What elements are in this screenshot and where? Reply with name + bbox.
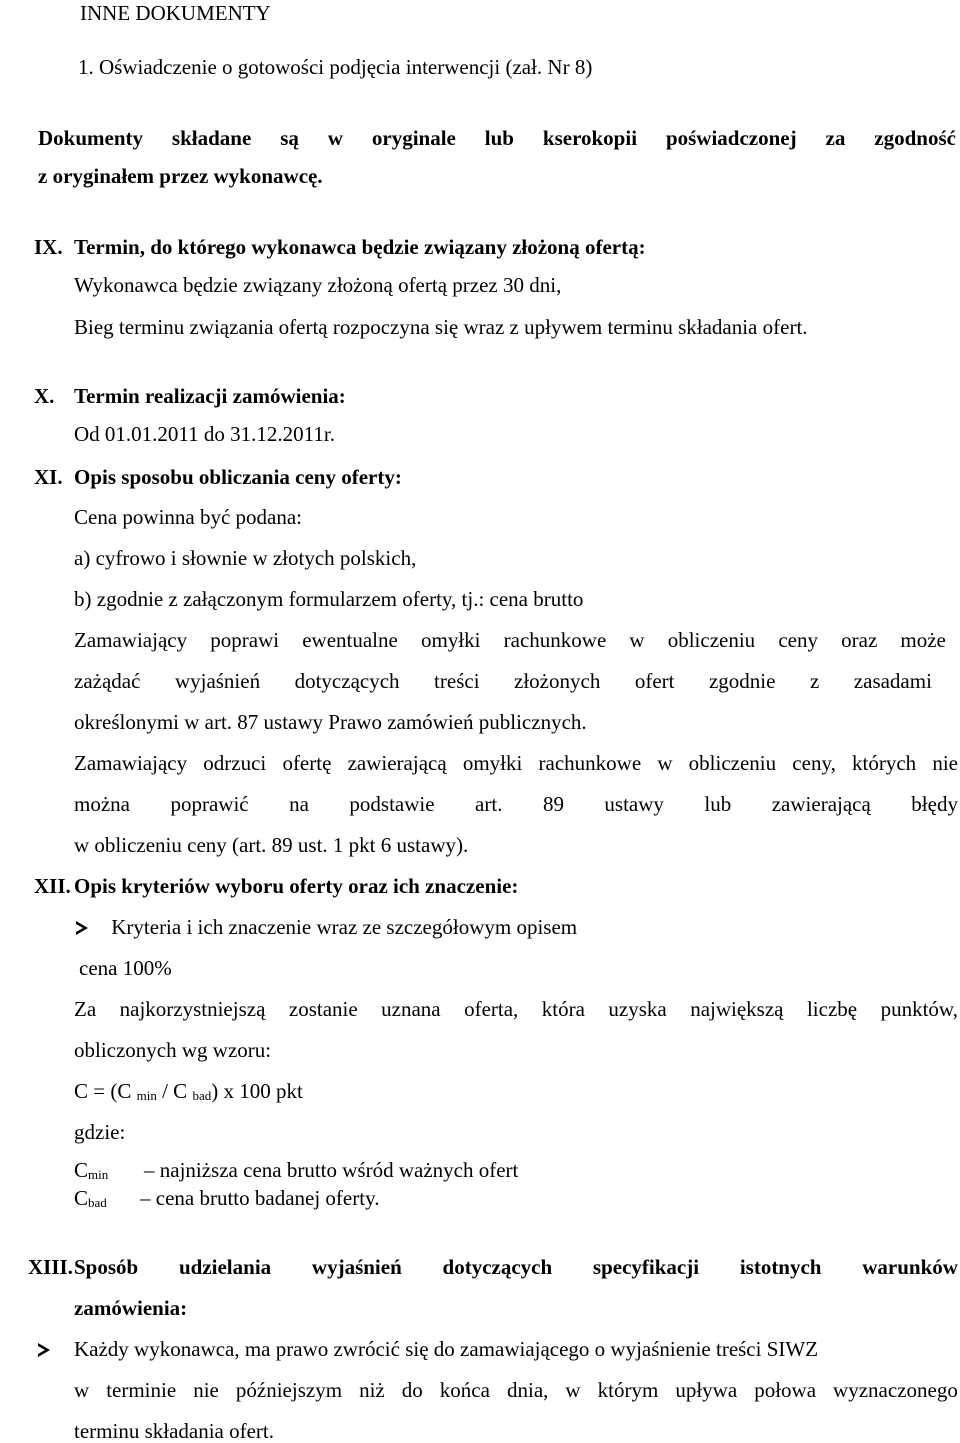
section-title-xiii-line-1 [74, 1257, 958, 1278]
xii-bullet-text: Kryteria i ich znaczenie wraz ze szczegółowym opisem [111, 915, 578, 939]
word: omyłki [462, 751, 523, 775]
xiii-bullet-line-3: terminu składania ofert. [74, 1419, 275, 1443]
word: poświadczonej [665, 126, 797, 150]
word: w [629, 628, 645, 652]
xi-line-2: a) cyfrowo i słownie w złotych polskich, [74, 546, 417, 570]
gdzie-label: gdzie: [74, 1120, 126, 1144]
word: największą [690, 997, 784, 1021]
x-line-1: Od 01.01.2011 do 31.12.2011r. [74, 422, 335, 446]
xii-cena: cena 100% [79, 956, 172, 980]
word: najkorzystniejszą [119, 997, 266, 1021]
word: art. [475, 792, 503, 816]
word: późniejszym [235, 1378, 343, 1402]
xi-p1-line-1 [74, 630, 946, 651]
word: obliczeniu [667, 628, 756, 652]
word: poprawi [210, 628, 280, 652]
word: obliczeniu [688, 751, 777, 775]
xiii-bullet-line-1: Każdy wykonawca, ma prawo zwrócić się do zamawiającego o wyjaśnienie treści SIWZ [74, 1337, 819, 1361]
ix-line-1: Wykonawca będzie związany złożoną ofertą przez 30 dni, [74, 273, 562, 297]
xi-p2-line-1 [74, 753, 958, 774]
word: kserokopii [542, 126, 638, 150]
word: treści [434, 669, 480, 693]
xi-line-3: b) zgodnie z załączonym formularzem oferty, tj.: cena brutto [74, 587, 584, 611]
def-symbol: C [74, 1186, 89, 1210]
word: zasadami [853, 669, 932, 693]
word: podstawie [349, 792, 435, 816]
word: w [74, 1378, 90, 1402]
word: zostanie [288, 997, 358, 1021]
word: błędy [911, 792, 958, 816]
xii-p-line-1 [74, 999, 958, 1020]
word: do [401, 1378, 423, 1402]
word: oferta, [464, 997, 519, 1021]
xi-p2-line-2 [74, 794, 958, 815]
section-title-xiii-line-2: zamówienia: [74, 1296, 188, 1320]
word: specyfikacji [592, 1255, 700, 1279]
word: ewentualne [302, 628, 398, 652]
xi-p1-line-3: określonymi w art. 87 ustawy Prawo zamówień publicznych. [74, 710, 587, 734]
word: zawierającą [347, 751, 447, 775]
word: ustawy [604, 792, 664, 816]
item-oswiadczenie: 1. Oświadczenie o gotowości podjęcia interwencji (zał. Nr 8) [78, 55, 593, 79]
section-number-xi: XI. [34, 465, 63, 489]
word: wyjaśnień [311, 1255, 402, 1279]
word: w [565, 1378, 581, 1402]
xii-bullet [76, 917, 577, 938]
word: dotyczących [294, 669, 400, 693]
definition-cmin-text: – najniższa cena brutto wśród ważnych ofert [144, 1158, 519, 1182]
word: nie [193, 1378, 219, 1402]
formula-part: C = (C [74, 1079, 137, 1103]
word: wyjaśnień [174, 669, 261, 693]
arrow-bullet-icon [38, 1343, 50, 1357]
definition-cbad-text: – cena brutto badanej oferty. [140, 1186, 380, 1210]
section-title-xi: Opis sposobu obliczania ceny oferty: [74, 465, 402, 489]
section-number-xiii: XIII. [28, 1255, 73, 1279]
xiii-bullet-line-2 [74, 1380, 958, 1401]
word: rachunkowe [503, 628, 607, 652]
word: udzielania [178, 1255, 272, 1279]
word: połowa [754, 1378, 817, 1402]
section-number-xii: XII. [34, 874, 71, 898]
note-line-1 [38, 128, 956, 149]
definition-cmin [74, 1160, 108, 1181]
word: nie [932, 751, 958, 775]
word: w [327, 126, 343, 150]
arrow-bullet-icon [76, 921, 88, 935]
word: Zamawiający [74, 628, 188, 652]
word: terminie [106, 1378, 177, 1402]
word: oryginale [371, 126, 456, 150]
word: na [289, 792, 309, 816]
word: może [900, 628, 946, 652]
word: końca [439, 1378, 490, 1402]
ix-line-2: Bieg terminu związania ofertą rozpoczyna się wraz z upływem terminu składania ofert. [74, 315, 808, 339]
word: Dokumenty [38, 126, 144, 150]
xiii-bullet [38, 1339, 50, 1360]
word: rachunkowe [538, 751, 642, 775]
word: Za [74, 997, 97, 1021]
word: z [809, 669, 820, 693]
word: zawierającą [771, 792, 871, 816]
def-sub: min [88, 1167, 109, 1182]
word: których [852, 751, 917, 775]
formula-part: / C [156, 1079, 193, 1103]
word: lub [704, 792, 732, 816]
word: ceny, [792, 751, 836, 775]
def-symbol: C [74, 1158, 89, 1182]
xi-line-1: Cena powinna być podana: [74, 505, 303, 529]
xii-p-line-2: obliczonych wg wzoru: [74, 1038, 272, 1062]
heading-inne-dokumenty: INNE DOKUMENTY [80, 1, 271, 25]
word: zażądać [74, 669, 141, 693]
word: niż [359, 1378, 385, 1402]
section-title-xii: Opis kryteriów wyboru oferty oraz ich znaczenie: [74, 874, 519, 898]
section-title-x: Termin realizacji zamówienia: [74, 384, 346, 408]
word: liczbę [806, 997, 858, 1021]
word: upływa [675, 1378, 738, 1402]
word: odrzuci [203, 751, 267, 775]
word: dnia, [506, 1378, 549, 1402]
section-title-ix: Termin, do którego wykonawca będzie związany złożoną ofertą: [74, 235, 646, 259]
word: za [825, 126, 846, 150]
word: lub [484, 126, 514, 150]
word: omyłki [420, 628, 481, 652]
formula-part: ) x 100 pkt [211, 1079, 303, 1103]
word: dotyczących [442, 1255, 553, 1279]
formula-sub-bad: bad [192, 1088, 212, 1103]
word: są [280, 126, 299, 150]
word: poprawić [170, 792, 249, 816]
word: punktów, [880, 997, 958, 1021]
formula [74, 1081, 303, 1102]
xi-p1-line-2 [74, 671, 932, 692]
word: ofert [634, 669, 675, 693]
word: ceny [778, 628, 818, 652]
formula-sub-min: min [136, 1088, 157, 1103]
word: uznana [381, 997, 441, 1021]
section-number-x: X. [34, 384, 55, 408]
xi-p2-line-3: w obliczeniu ceny (art. 89 ust. 1 pkt 6 ustawy). [74, 833, 469, 857]
word: można [74, 792, 130, 816]
word: 89 [542, 792, 564, 816]
word: istotnych [739, 1255, 822, 1279]
word: w [657, 751, 673, 775]
word: zgodność [874, 126, 956, 150]
word: którym [597, 1378, 659, 1402]
def-sub: bad [88, 1195, 107, 1210]
word: wyznaczonego [833, 1378, 958, 1402]
word: zgodnie [708, 669, 776, 693]
word: warunków [862, 1255, 958, 1279]
definition-cbad [74, 1188, 107, 1209]
word: Zamawiający [74, 751, 188, 775]
word: uzyska [608, 997, 667, 1021]
word: składane [171, 126, 252, 150]
word: Sposób [74, 1255, 139, 1279]
note-line-2: z oryginałem przez wykonawcę. [38, 164, 323, 188]
word: złożonych [514, 669, 601, 693]
section-number-ix: IX. [34, 235, 63, 259]
word: która [541, 997, 585, 1021]
word: ofertę [282, 751, 332, 775]
word: oraz [841, 628, 878, 652]
